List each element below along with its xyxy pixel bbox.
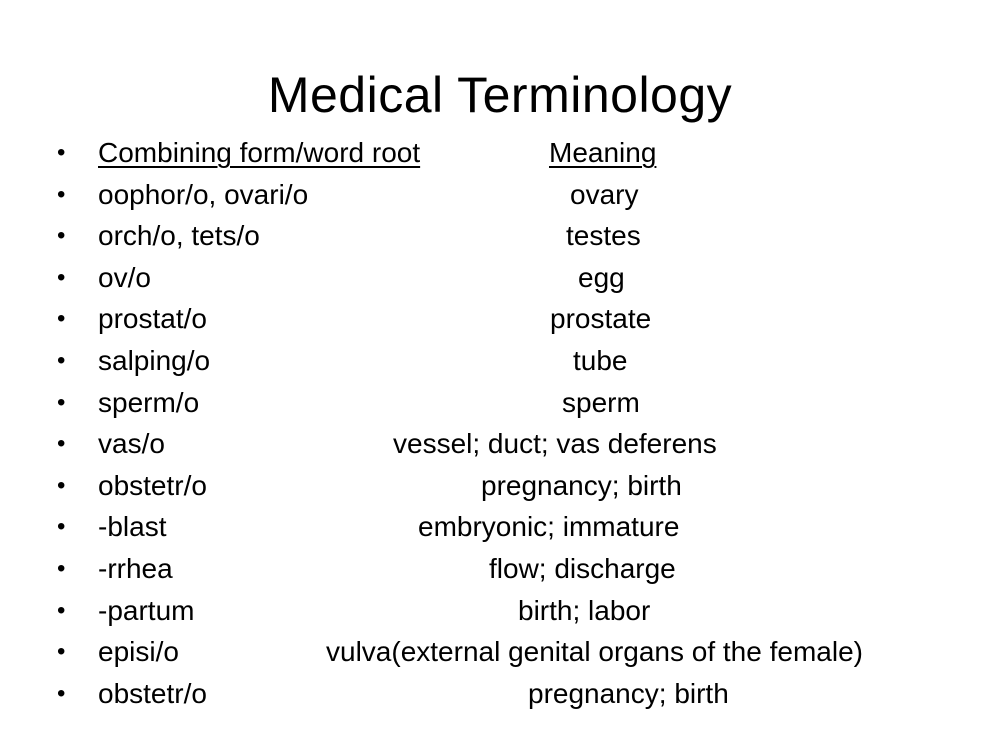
list-item [0, 673, 1000, 715]
bullet-icon: • [57, 471, 66, 499]
list-item [0, 340, 1000, 382]
header-meaning: Meaning [549, 137, 657, 168]
meaning: flow; discharge [489, 552, 676, 584]
term: salping/o [98, 344, 211, 376]
bullet-icon: • [57, 180, 66, 208]
list-item [0, 174, 1000, 216]
meaning: egg [578, 261, 625, 293]
list-item [0, 465, 1000, 507]
bullet-icon: • [57, 554, 66, 582]
list-item [0, 423, 1000, 465]
bullet-icon: • [57, 513, 66, 541]
meaning: sperm [562, 386, 640, 418]
meaning: ovary [570, 178, 639, 210]
meaning: vessel; duct; vas deferens [393, 428, 717, 460]
term: oophor/o, ovari/o [98, 178, 309, 210]
meaning: prostate [550, 303, 652, 335]
bullet-icon: • [57, 346, 66, 374]
bullet-icon: • [57, 388, 66, 416]
bullet-icon: • [57, 222, 66, 250]
meaning: testes [566, 220, 641, 252]
bullet-icon: • [57, 263, 66, 291]
bullet-icon: • [57, 596, 66, 624]
meaning: embryonic; immature [418, 511, 680, 543]
term: -rrhea [98, 552, 173, 584]
term: -partum [98, 594, 195, 626]
term: ov/o [98, 261, 151, 293]
slide-title: Medical Terminology [267, 67, 733, 123]
bullet-icon: • [57, 430, 66, 458]
terminology-list [0, 132, 1000, 714]
bullet-icon: • [57, 139, 66, 166]
term: obstetr/o [98, 677, 207, 709]
list-item [0, 298, 1000, 340]
meaning: vulva(external genital organs of the female) [326, 636, 863, 668]
term: sperm/o [98, 386, 200, 418]
term: -blast [98, 511, 167, 543]
term: vas/o [98, 428, 165, 460]
bullet-icon: • [57, 638, 66, 666]
meaning: birth; labor [518, 594, 651, 626]
list-item [0, 215, 1000, 257]
bullet-icon: • [57, 305, 66, 333]
meaning: pregnancy; birth [528, 677, 729, 709]
list-item [0, 590, 1000, 632]
term: orch/o, tets/o [98, 220, 260, 252]
bullet-icon: • [57, 679, 66, 707]
list-item [0, 382, 1000, 424]
list-item [0, 548, 1000, 590]
list-item [0, 257, 1000, 299]
list-item [0, 631, 1000, 673]
meaning: pregnancy; birth [481, 469, 682, 501]
term: obstetr/o [98, 469, 207, 501]
list-item [0, 506, 1000, 548]
term: prostat/o [98, 303, 207, 335]
term: episi/o [98, 636, 179, 668]
list-header [0, 132, 1000, 174]
meaning: tube [573, 344, 628, 376]
header-term: Combining form/word root [98, 137, 421, 168]
